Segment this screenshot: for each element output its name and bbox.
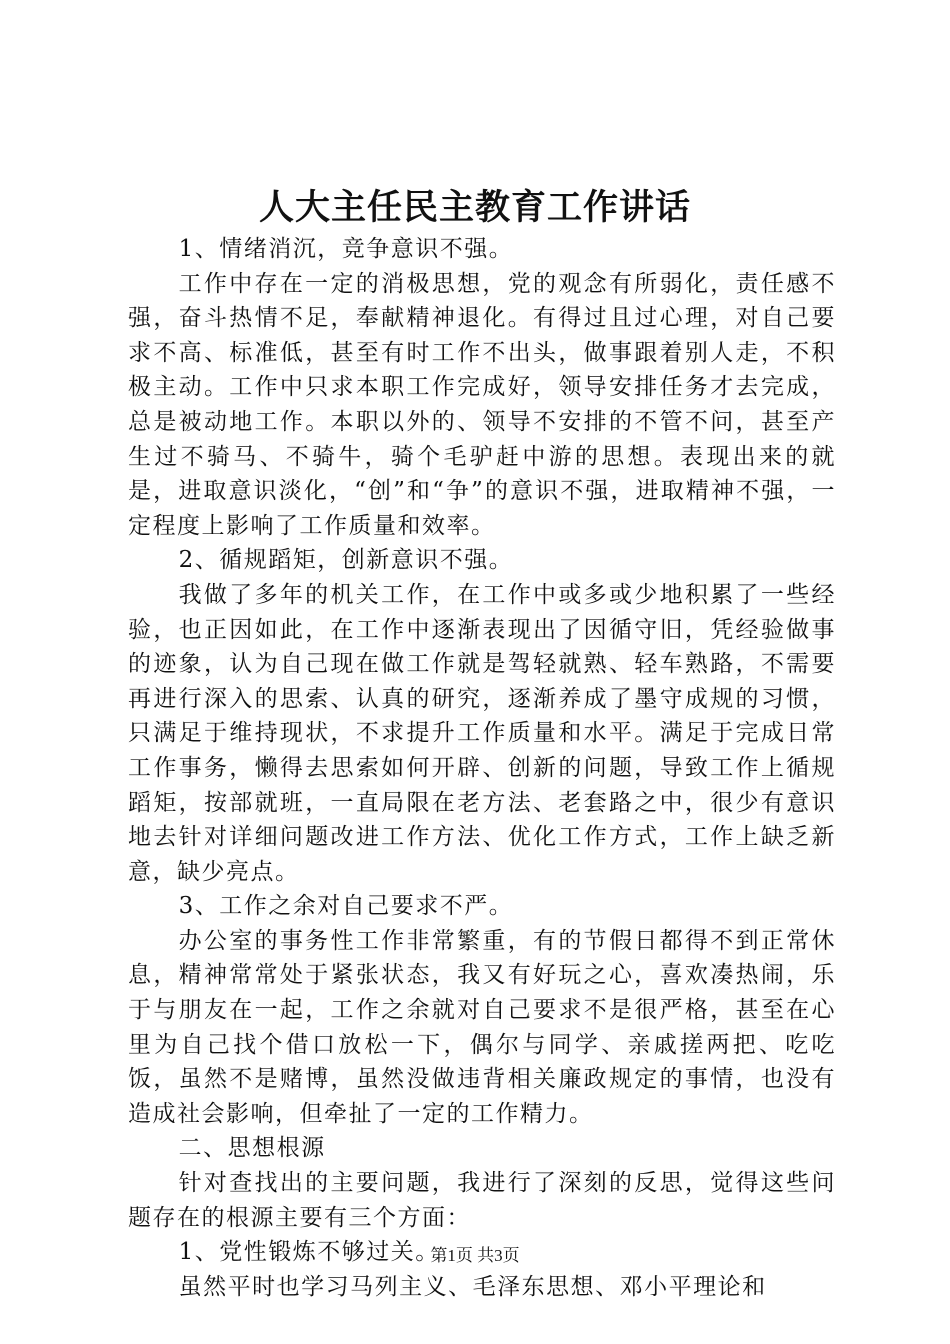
- document-title: 人大主任民主教育工作讲话: [258, 187, 691, 228]
- section-heading: 二、思想根源: [178, 1135, 326, 1162]
- body-paragraph: 虽然平时也学习马列主义、毛泽东思想、邓小平理论和: [178, 1273, 767, 1300]
- section-heading: 1、党性锻炼不够过关。: [178, 1239, 440, 1266]
- document-body: [128, 232, 836, 1304]
- section-heading: 3、工作之余对自己要求不严。: [178, 893, 514, 920]
- body-paragraph: 针对查找出的主要问题，我进行了深刻的反思，觉得这些问题存在的根源主要有三个方面：: [128, 1170, 836, 1231]
- page-number: 第1页 共3页: [430, 1246, 520, 1265]
- section-heading: 2、循规蹈矩，创新意识不强。: [178, 547, 514, 574]
- body-paragraph: 工作中存在一定的消极思想，党的观念有所弱化，责任感不强，奋斗热情不足，奉献精神退化。有得过且过心理，对自己要求不高、标准低，甚至有时工作不出头，做事跟着别人走，不积极主动。工作中只求本职工作完成好，领导安排任务才去完成，总是被动地工作。本职以外的、领导不安排的不管不问，甚至产生过不骑马、不骑牛，骑个毛驴赶中游的思想。表现出来的就是，进取意识淡化，“创”和“争”的意识不强，进取精神不强，一定程度上影响了工作质量和效率。: [128, 270, 836, 539]
- body-paragraph: 办公室的事务性工作非常繁重，有的节假日都得不到正常休息，精神常常处于紧张状态，我又有好玩之心，喜欢凑热闹，乐于与朋友在一起，工作之余就对自己要求不是很严格，甚至在心里为自己找个借口放松一下，偶尔与同学、亲戚搓两把、吃吃饭，虽然不是赌博，虽然没做违背相关廉政规定的事情，也没有造成社会影响，但牵扯了一定的工作精力。: [128, 927, 836, 1127]
- section-heading: 1、情绪消沉，竞争意识不强。: [178, 236, 514, 262]
- body-paragraph: 我做了多年的机关工作，在工作中或多或少地积累了一些经验，也正因如此，在工作中逐渐表现出了因循守旧，凭经验做事的迹象，认为自己现在做工作就是驾轻就熟、轻车熟路，不需要再进行深入的思索、认真的研究，逐渐养成了墨守成规的习惯，只满足于维持现状，不求提升工作质量和水平。满足于完成日常工作事务，懒得去思索如何开辟、创新的问题，导致工作上循规蹈矩，按部就班，一直局限在老方法、老套路之中，很少有意识地去针对详细问题改进工作方法、优化工作方式，工作上缺乏新意，缺少亮点。: [128, 581, 836, 885]
